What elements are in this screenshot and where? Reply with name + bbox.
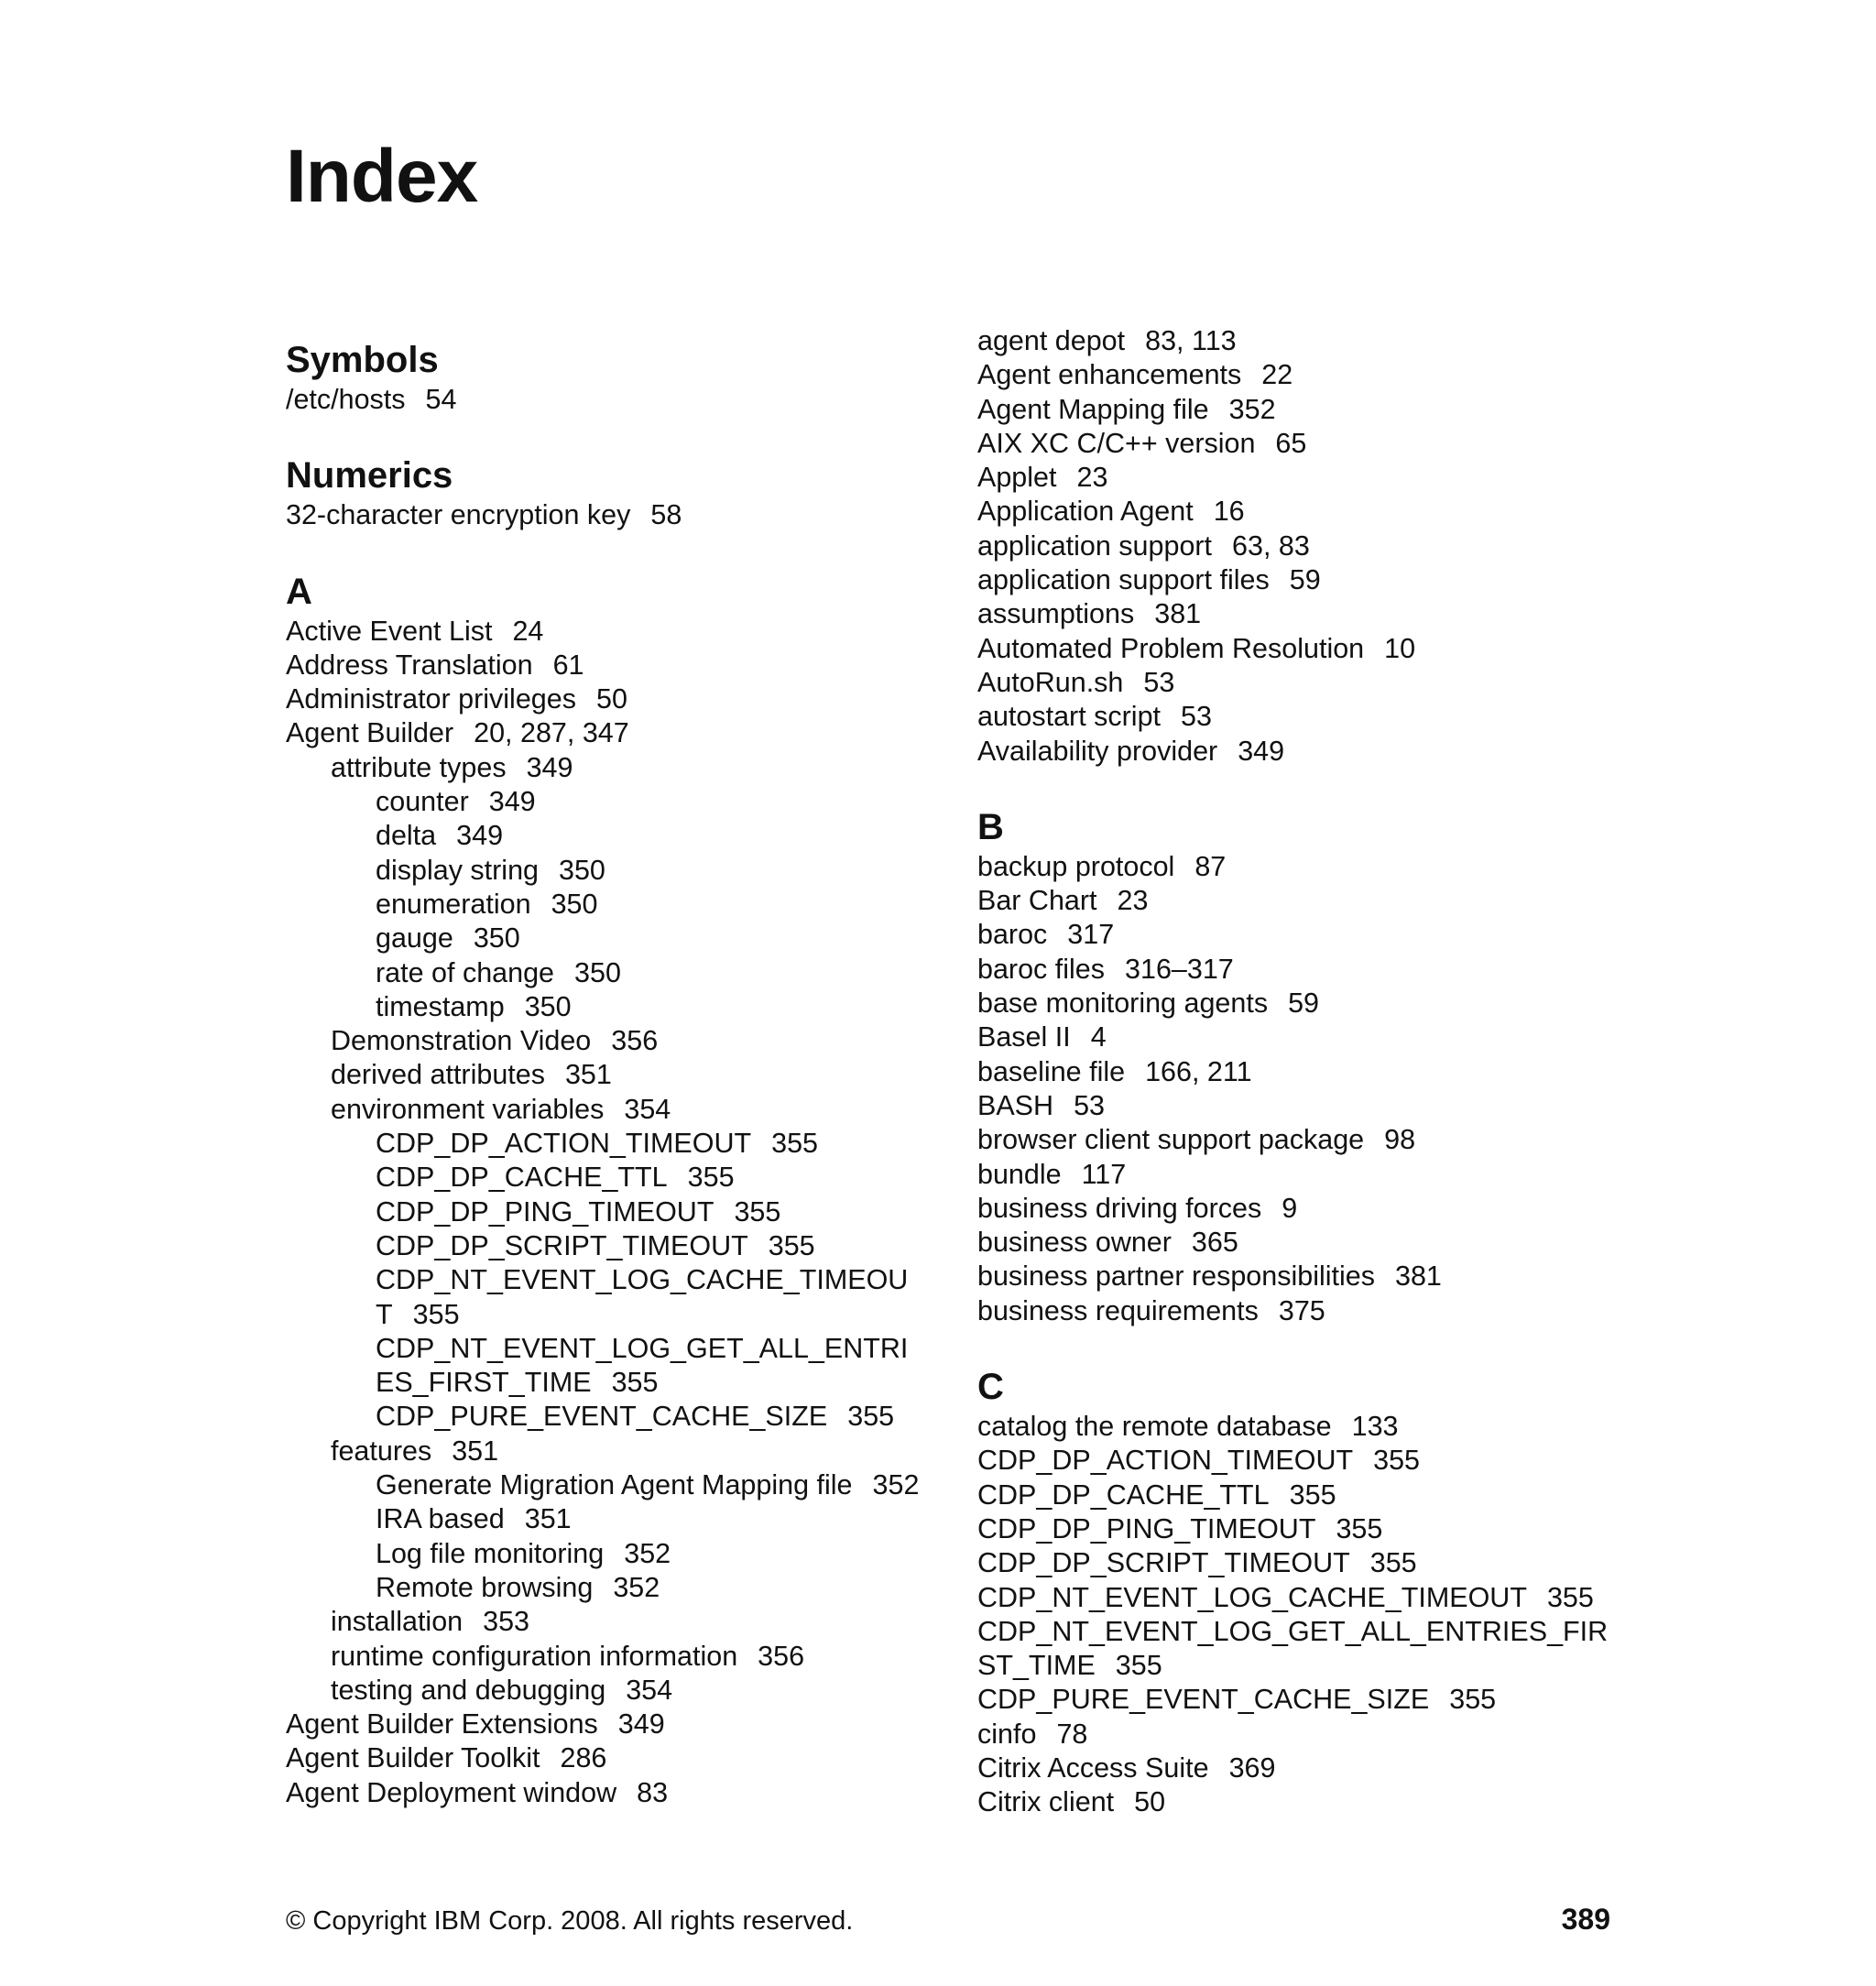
index-entry: [977, 1020, 1637, 1054]
index-term: cinfo: [977, 1718, 1037, 1750]
index-term: backup protocol: [977, 850, 1175, 882]
index-term: application support: [977, 529, 1213, 562]
index-entry: [286, 1571, 945, 1605]
index-term: CDP_DP_PING_TIMEOUT: [977, 1512, 1316, 1544]
index-entry: [977, 1649, 1637, 1683]
index-term: ST_TIME: [977, 1650, 1096, 1682]
index-term: CDP_PURE_EVENT_CACHE_SIZE: [376, 1401, 828, 1433]
index-term: CDP_DP_PING_TIMEOUT: [376, 1195, 714, 1228]
index-term: baroc: [977, 919, 1048, 951]
index-page-ref: 23: [1076, 462, 1108, 494]
index-entry: [286, 1502, 945, 1536]
index-entry: [286, 1332, 945, 1366]
index-page-ref: 355: [1115, 1650, 1162, 1682]
index-page-ref: 65: [1275, 427, 1307, 459]
index-term: browser client support package: [977, 1124, 1365, 1156]
index-entry: [977, 324, 1637, 358]
index-page-ref: 83: [637, 1776, 669, 1808]
index-page-ref: 98: [1384, 1124, 1416, 1156]
index-term: Active Event List: [286, 615, 493, 647]
index-term: delta: [376, 820, 437, 852]
index-page-ref: 286: [560, 1742, 607, 1774]
index-page-ref: 352: [613, 1571, 660, 1603]
index-term: AutoRun.sh: [977, 666, 1124, 698]
index-entry: [286, 1468, 945, 1502]
index-page-ref: 83, 113: [1145, 325, 1237, 356]
index-term: Basel II: [977, 1021, 1071, 1053]
index-page-ref: 351: [524, 1503, 572, 1535]
index-term: environment variables: [331, 1093, 605, 1125]
index-page-ref: 375: [1278, 1294, 1325, 1326]
index-page-ref: 369: [1228, 1751, 1276, 1784]
index-entry: [286, 1366, 945, 1400]
index-page-ref: 351: [452, 1435, 499, 1467]
index-entry: [977, 1294, 1637, 1328]
index-term: CDP_PURE_EVENT_CACHE_SIZE: [977, 1684, 1430, 1716]
section-heading: A: [286, 571, 312, 612]
index-page-ref: 355: [1546, 1581, 1594, 1613]
index-term: base monitoring agents: [977, 988, 1269, 1020]
index-entry: [286, 1776, 945, 1810]
index-page-ref: 133: [1351, 1411, 1399, 1443]
index-entry: [977, 1479, 1637, 1512]
index-entry: [286, 1058, 945, 1092]
index-page-ref: 58: [650, 499, 682, 531]
index-page-ref: 350: [574, 956, 621, 988]
index-term: CDP_NT_EVENT_LOG_CACHE_TIMEOU: [376, 1264, 909, 1296]
index-term: Remote browsing: [376, 1571, 594, 1603]
index-entry: [977, 953, 1637, 987]
entry-list: [286, 498, 945, 532]
index-entry: [977, 597, 1637, 631]
index-term: IRA based: [376, 1503, 505, 1535]
index-term: Automated Problem Resolution: [977, 632, 1365, 664]
index-page-ref: 53: [1181, 701, 1212, 733]
index-page-ref: 50: [595, 683, 627, 715]
index-entry: [286, 716, 945, 750]
index-page-ref: 353: [483, 1606, 530, 1638]
index-page-ref: 117: [1081, 1158, 1127, 1190]
index-entry: [977, 918, 1637, 952]
index-entry: [977, 700, 1637, 734]
footer-copyright: © Copyright IBM Corp. 2008. All rights reserved.: [286, 1906, 854, 1936]
index-entry: [286, 1400, 945, 1434]
index-term: Administrator privileges: [286, 683, 576, 715]
index-page-ref: 381: [1395, 1260, 1442, 1293]
index-page-ref: 53: [1143, 666, 1175, 698]
index-term: display string: [376, 854, 539, 886]
index-entry: [977, 461, 1637, 495]
entry-list: [977, 324, 1637, 769]
index-term: testing and debugging: [331, 1674, 606, 1706]
index-entry: [977, 427, 1637, 461]
index-term: CDP_DP_CACHE_TTL: [376, 1162, 668, 1194]
index-term: gauge: [376, 922, 453, 955]
index-term: Citrix client: [977, 1786, 1115, 1818]
index-page-ref: 355: [1373, 1445, 1421, 1477]
index-term: CDP_NT_EVENT_LOG_GET_ALL_ENTRIES_FIR: [977, 1615, 1609, 1647]
section-heading: C: [977, 1367, 1004, 1408]
index-page-ref: 63, 83: [1232, 529, 1310, 562]
entry-list: [977, 1410, 1637, 1820]
index-entry: [977, 987, 1637, 1020]
index-entry: [286, 1195, 945, 1229]
index-entry: [286, 498, 945, 532]
index-entry: [977, 1089, 1637, 1123]
index-term: Agent Builder Extensions: [286, 1708, 598, 1740]
index-page-ref: 61: [552, 649, 584, 681]
index-term: Agent Builder Toolkit: [286, 1742, 540, 1774]
index-term: Demonstration Video: [331, 1025, 592, 1057]
index-column-right: [977, 324, 1637, 1857]
index-page-ref: 24: [512, 615, 544, 647]
index-page-ref: 365: [1191, 1227, 1238, 1259]
index-entry: [977, 495, 1637, 529]
index-entry: [977, 1444, 1637, 1478]
index-entry: [286, 1093, 945, 1127]
index-section-c: [977, 1365, 1637, 1820]
index-term: attribute types: [331, 751, 507, 783]
index-entry: [286, 751, 945, 785]
index-page-ref: 352: [624, 1537, 671, 1569]
index-entry: [286, 854, 945, 888]
index-page-ref: 16: [1213, 496, 1245, 528]
index-entry: [286, 785, 945, 819]
index-page-ref: 356: [611, 1025, 659, 1057]
index-term: assumptions: [977, 598, 1135, 630]
index-term: /etc/hosts: [286, 384, 406, 415]
section-heading: Numerics: [286, 455, 453, 496]
index-term: features: [331, 1435, 432, 1467]
index-page-ref: 53: [1074, 1089, 1105, 1121]
index-term: ES_FIRST_TIME: [376, 1367, 592, 1399]
index-page-ref: 349: [456, 820, 504, 852]
index-entry: [977, 1785, 1637, 1819]
index-page-ref: 355: [412, 1298, 460, 1330]
index-entry: [977, 1192, 1637, 1226]
index-term: CDP_NT_EVENT_LOG_CACHE_TIMEOUT: [977, 1581, 1527, 1613]
index-page-ref: 355: [1449, 1684, 1497, 1716]
index-page-ref: 354: [624, 1093, 671, 1125]
index-page-ref: 355: [1289, 1479, 1336, 1511]
index-term: Agent Builder: [286, 717, 454, 749]
index-entry: [286, 1263, 945, 1297]
index-term: CDP_DP_SCRIPT_TIMEOUT: [977, 1547, 1350, 1579]
index-section-symbols: [286, 338, 945, 417]
index-entry: [286, 1127, 945, 1161]
index-entry: [977, 529, 1637, 563]
index-page-ref: 352: [1228, 393, 1276, 425]
entry-list: [286, 615, 945, 1810]
index-entry: [977, 1718, 1637, 1751]
index-entry: [977, 1751, 1637, 1785]
index-page-ref: 350: [551, 888, 598, 920]
index-term: Agent Mapping file: [977, 393, 1209, 425]
index-page-ref: 316–317: [1125, 953, 1234, 985]
index-entry: [286, 649, 945, 682]
index-term: Log file monitoring: [376, 1537, 605, 1569]
index-column-left: [286, 324, 945, 1847]
index-term: CDP_DP_ACTION_TIMEOUT: [977, 1445, 1354, 1477]
index-term: Generate Migration Agent Mapping file: [376, 1469, 853, 1501]
index-term: Application Agent: [977, 496, 1194, 528]
index-term: Applet: [977, 462, 1057, 494]
index-page-ref: 355: [611, 1367, 659, 1399]
index-entry: [286, 1161, 945, 1195]
index-term: baseline file: [977, 1055, 1126, 1087]
index-page-ref: 356: [758, 1640, 805, 1672]
index-entry: [286, 819, 945, 853]
index-page-ref: 350: [524, 990, 572, 1022]
index-entry: [286, 1708, 945, 1741]
index-entry: [286, 922, 945, 955]
index-page-ref: 50: [1134, 1786, 1166, 1818]
index-entry: [977, 1260, 1637, 1293]
index-entry: [286, 990, 945, 1024]
index-page-ref: 22: [1261, 359, 1293, 391]
index-page-ref: 355: [847, 1401, 895, 1433]
index-page-ref: 352: [872, 1469, 920, 1501]
index-page-ref: 355: [734, 1195, 781, 1228]
index-entry: [286, 682, 945, 716]
index-entry: [286, 1640, 945, 1674]
index-entry: [286, 383, 945, 417]
index-term: business partner responsibilities: [977, 1260, 1375, 1293]
index-entry: [286, 615, 945, 649]
index-term: application support files: [977, 564, 1270, 596]
index-entry: [977, 358, 1637, 392]
index-term: Agent Deployment window: [286, 1776, 617, 1808]
index-entry: [286, 1298, 945, 1332]
index-term: rate of change: [376, 956, 555, 988]
index-entry: [977, 1512, 1637, 1546]
index-entry: [977, 1123, 1637, 1157]
index-entry: [286, 1435, 945, 1468]
index-term: catalog the remote database: [977, 1411, 1332, 1443]
index-term: T: [376, 1298, 393, 1330]
index-page-ref: 87: [1194, 850, 1227, 882]
index-term: Citrix Access Suite: [977, 1751, 1209, 1784]
index-page-ref: 354: [626, 1674, 673, 1706]
index-term: 32-character encryption key: [286, 499, 631, 531]
index-entry: [977, 632, 1637, 666]
index-term: Address Translation: [286, 649, 533, 681]
index-entry: [977, 1410, 1637, 1444]
index-page-ref: 78: [1056, 1718, 1088, 1750]
footer-page-number: 389: [1561, 1903, 1610, 1936]
index-term: Availability provider: [977, 735, 1218, 767]
index-page-ref: 349: [617, 1708, 665, 1740]
index-term: agent depot: [977, 325, 1126, 356]
index-term: timestamp: [376, 990, 505, 1022]
index-section-a: [286, 570, 945, 1810]
index-term: derived attributes: [331, 1059, 545, 1091]
index-page-ref: 355: [768, 1229, 815, 1261]
entry-list: [286, 383, 945, 417]
section-heading: B: [977, 806, 1004, 847]
index-entry: [977, 850, 1637, 884]
index-page-ref: 355: [1336, 1512, 1383, 1544]
index-page-ref: 4: [1090, 1021, 1107, 1053]
index-term: runtime configuration information: [331, 1640, 738, 1672]
index-term: BASH: [977, 1089, 1054, 1121]
index-page-ref: 54: [425, 384, 457, 415]
index-term: installation: [331, 1606, 464, 1638]
index-term: baroc files: [977, 953, 1106, 985]
index-term: CDP_DP_SCRIPT_TIMEOUT: [376, 1229, 748, 1261]
index-page-ref: 20, 287, 347: [474, 717, 629, 749]
index-entry: [977, 884, 1637, 918]
index-entry: [286, 1537, 945, 1571]
index-term: counter: [376, 786, 469, 818]
index-entry: [977, 1055, 1637, 1089]
index-entry: [977, 666, 1637, 700]
index-page-ref: 350: [473, 922, 520, 955]
index-term: business owner: [977, 1227, 1172, 1259]
index-page-ref: 23: [1117, 885, 1149, 917]
index-page-ref: 355: [1369, 1547, 1417, 1579]
index-term: business driving forces: [977, 1192, 1262, 1224]
index-page-ref: 349: [526, 751, 573, 783]
index-entry: [286, 1741, 945, 1775]
index-entry: [977, 1226, 1637, 1260]
index-entry: [977, 1683, 1637, 1717]
index-page-ref: 166, 211: [1145, 1055, 1252, 1087]
index-entry: [977, 563, 1637, 597]
index-page-ref: 350: [559, 854, 605, 886]
index-term: AIX XC C/C++ version: [977, 427, 1256, 459]
index-page-ref: 355: [687, 1162, 735, 1194]
index-page-ref: 9: [1282, 1192, 1298, 1224]
index-term: Bar Chart: [977, 885, 1097, 917]
page-title: Index: [286, 135, 478, 218]
section-heading: Symbols: [286, 340, 439, 380]
index-entry: [286, 888, 945, 922]
index-term: enumeration: [376, 888, 531, 920]
index-entry: [977, 1158, 1637, 1192]
index-page-ref: 317: [1067, 919, 1115, 951]
index-page-ref: 59: [1288, 988, 1320, 1020]
index-term: Agent enhancements: [977, 359, 1242, 391]
index-entry: [977, 1581, 1637, 1615]
index-section-b: [977, 805, 1637, 1328]
index-entry: [286, 1024, 945, 1058]
index-section-a-continued: [977, 324, 1637, 769]
index-entry: [286, 1229, 945, 1263]
index-entry: [977, 1615, 1637, 1649]
index-section-numerics: [286, 453, 945, 532]
index-entry: [286, 1605, 945, 1639]
entry-list: [977, 850, 1637, 1328]
index-page-ref: 10: [1384, 632, 1416, 664]
index-page-ref: 381: [1154, 598, 1202, 630]
index-page-ref: 355: [771, 1128, 819, 1160]
index-page-ref: 351: [564, 1059, 612, 1091]
index-entry: [286, 1674, 945, 1708]
index-term: CDP_NT_EVENT_LOG_GET_ALL_ENTRI: [376, 1332, 909, 1364]
index-page-ref: 349: [1238, 735, 1285, 767]
index-term: bundle: [977, 1158, 1062, 1190]
index-entry: [977, 735, 1637, 769]
index-page-ref: 59: [1289, 564, 1321, 596]
index-page-ref: 349: [488, 786, 536, 818]
index-entry: [286, 956, 945, 990]
index-term: business requirements: [977, 1294, 1259, 1326]
index-entry: [977, 1546, 1637, 1580]
index-entry: [977, 393, 1637, 427]
index-term: autostart script: [977, 701, 1162, 733]
index-term: CDP_DP_ACTION_TIMEOUT: [376, 1128, 752, 1160]
index-term: CDP_DP_CACHE_TTL: [977, 1479, 1270, 1511]
